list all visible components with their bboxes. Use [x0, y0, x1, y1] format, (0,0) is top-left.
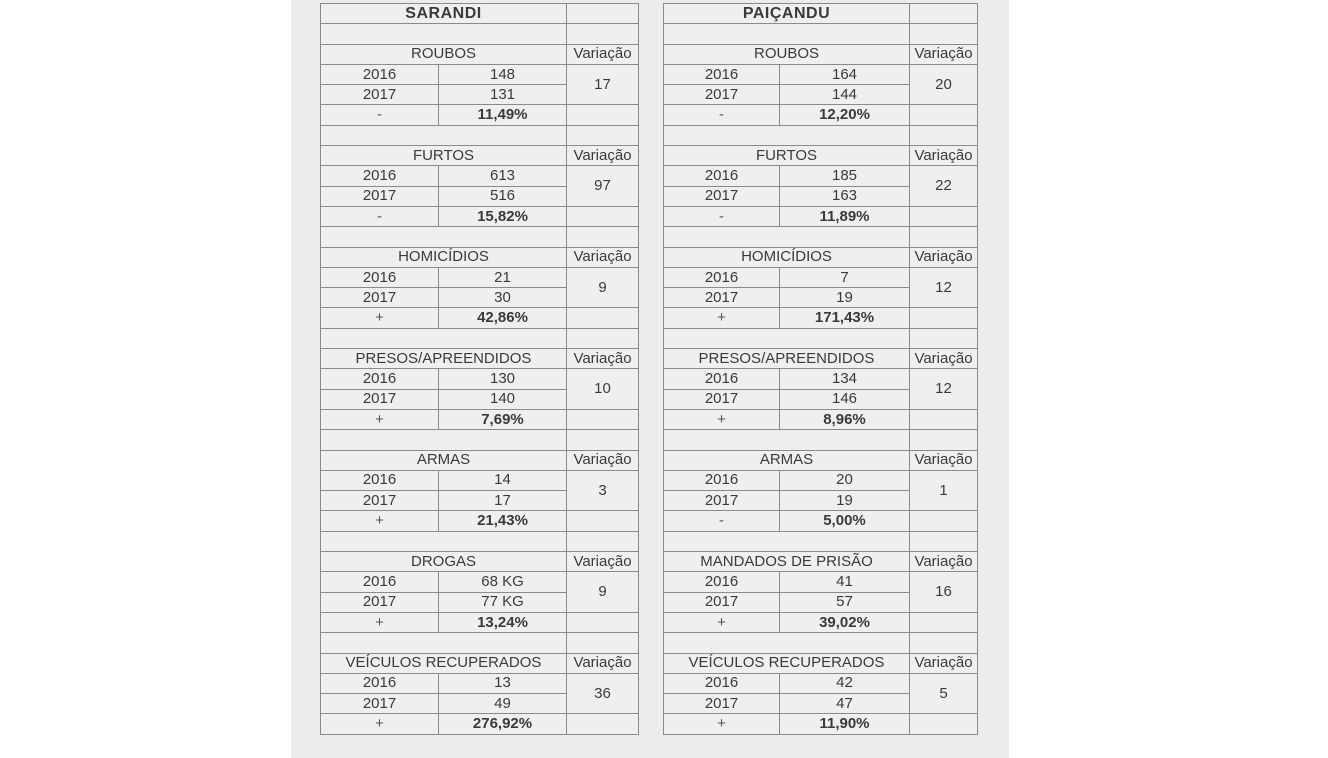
year-value: 49: [439, 694, 567, 714]
empty-cell: [321, 227, 567, 247]
variation-header: Variação: [567, 146, 639, 166]
change-sign: +: [321, 714, 439, 734]
variation-value: 17: [567, 64, 639, 105]
year-label: 2016: [321, 369, 439, 389]
variation-value: 5: [910, 673, 978, 714]
percent-row: [664, 714, 978, 734]
year-label: 2017: [321, 592, 439, 612]
year-label: 2017: [664, 592, 780, 612]
percent-change: 276,92%: [439, 714, 567, 734]
year-label: 2017: [664, 186, 780, 206]
year-2016-row: [664, 267, 978, 287]
year-2016-row: [321, 166, 639, 186]
section-label: ARMAS: [321, 450, 567, 470]
percent-change: 171,43%: [780, 308, 910, 328]
percent-change: 8,96%: [780, 409, 910, 429]
year-2016-row: [321, 64, 639, 84]
empty-cell: [567, 206, 639, 226]
empty-cell: [910, 714, 978, 734]
empty-cell: [664, 633, 910, 653]
empty-cell: [567, 531, 639, 551]
section-label: FURTOS: [321, 146, 567, 166]
paicandu-table-body: [664, 4, 978, 735]
year-label: 2016: [664, 470, 780, 490]
year-label: 2017: [321, 85, 439, 105]
variation-value: 20: [910, 64, 978, 105]
spacer-row: [321, 633, 639, 653]
variation-value: 16: [910, 572, 978, 613]
percent-row: [321, 612, 639, 632]
year-value: 131: [439, 85, 567, 105]
empty-cell: [910, 531, 978, 551]
empty-cell: [321, 531, 567, 551]
section-header-row: [664, 146, 978, 166]
empty-cell: [910, 308, 978, 328]
year-label: 2016: [321, 267, 439, 287]
percent-row: [664, 308, 978, 328]
empty-cell: [664, 24, 910, 44]
empty-cell: [664, 227, 910, 247]
title-row: [321, 4, 639, 24]
section-header-row: [321, 146, 639, 166]
section-header-row: [321, 653, 639, 673]
year-2016-row: [321, 267, 639, 287]
spacer-row: [321, 430, 639, 450]
variation-header: Variação: [910, 349, 978, 369]
variation-header: Variação: [567, 247, 639, 267]
variation-header: Variação: [910, 44, 978, 64]
empty-cell: [567, 633, 639, 653]
year-value: 13: [439, 673, 567, 693]
spacer-row: [664, 430, 978, 450]
year-label: 2017: [664, 288, 780, 308]
percent-row: [664, 409, 978, 429]
year-value: 17: [439, 491, 567, 511]
variation-value: 36: [567, 673, 639, 714]
sarandi-table: [320, 3, 639, 735]
section-header-row: [664, 552, 978, 572]
empty-cell: [567, 328, 639, 348]
change-sign: -: [321, 105, 439, 125]
spacer-row: [664, 24, 978, 44]
variation-header: Variação: [567, 349, 639, 369]
percent-row: [321, 206, 639, 226]
year-value: 130: [439, 369, 567, 389]
section-header-row: [664, 653, 978, 673]
percent-change: 39,02%: [780, 612, 910, 632]
year-2016-row: [321, 572, 639, 592]
empty-cell: [910, 206, 978, 226]
year-2016-row: [664, 572, 978, 592]
empty-cell: [664, 125, 910, 145]
section-header-row: [321, 552, 639, 572]
year-label: 2016: [321, 470, 439, 490]
year-value: 42: [780, 673, 910, 693]
empty-cell: [567, 409, 639, 429]
empty-cell: [910, 612, 978, 632]
section-label: ROUBOS: [664, 44, 910, 64]
percent-change: 11,89%: [780, 206, 910, 226]
variation-value: 3: [567, 470, 639, 511]
year-value: 516: [439, 186, 567, 206]
variation-value: 9: [567, 572, 639, 613]
empty-cell: [910, 227, 978, 247]
year-2016-row: [664, 673, 978, 693]
variation-header: Variação: [567, 653, 639, 673]
variation-value: 12: [910, 267, 978, 308]
section-label: ARMAS: [664, 450, 910, 470]
section-label: PRESOS/APREENDIDOS: [664, 349, 910, 369]
change-sign: +: [664, 308, 780, 328]
paicandu-table: [663, 3, 978, 735]
variation-value: 10: [567, 369, 639, 410]
spacer-row: [664, 633, 978, 653]
year-value: 19: [780, 491, 910, 511]
year-2016-row: [664, 369, 978, 389]
year-value: 7: [780, 267, 910, 287]
empty-cell: [321, 328, 567, 348]
change-sign: +: [321, 612, 439, 632]
year-label: 2017: [321, 491, 439, 511]
percent-row: [664, 206, 978, 226]
spacer-row: [321, 531, 639, 551]
empty-cell: [910, 24, 978, 44]
percent-change: 21,43%: [439, 511, 567, 531]
year-value: 613: [439, 166, 567, 186]
year-value: 41: [780, 572, 910, 592]
year-label: 2016: [664, 166, 780, 186]
year-value: 14: [439, 470, 567, 490]
percent-change: 7,69%: [439, 409, 567, 429]
year-2016-row: [321, 369, 639, 389]
year-label: 2017: [664, 389, 780, 409]
percent-change: 12,20%: [780, 105, 910, 125]
year-2016-row: [321, 673, 639, 693]
year-value: 146: [780, 389, 910, 409]
section-label: PRESOS/APREENDIDOS: [321, 349, 567, 369]
empty-cell: [567, 125, 639, 145]
variation-header: Variação: [567, 44, 639, 64]
year-value: 164: [780, 64, 910, 84]
empty-cell: [567, 24, 639, 44]
variation-value: 22: [910, 166, 978, 207]
empty-cell: [321, 633, 567, 653]
spacer-row: [664, 531, 978, 551]
percent-row: [321, 409, 639, 429]
empty-cell: [321, 125, 567, 145]
empty-cell: [910, 105, 978, 125]
empty-cell: [321, 24, 567, 44]
empty-cell: [910, 4, 978, 24]
variation-header: Variação: [910, 146, 978, 166]
year-value: 163: [780, 186, 910, 206]
spacer-row: [664, 125, 978, 145]
year-label: 2017: [664, 491, 780, 511]
percent-row: [321, 308, 639, 328]
empty-cell: [567, 714, 639, 734]
section-label: VEÍCULOS RECUPERADOS: [664, 653, 910, 673]
year-label: 2016: [664, 673, 780, 693]
percent-row: [664, 105, 978, 125]
section-header-row: [321, 247, 639, 267]
change-sign: -: [664, 105, 780, 125]
section-header-row: [664, 247, 978, 267]
section-header-row: [664, 44, 978, 64]
percent-row: [664, 511, 978, 531]
section-header-row: [321, 450, 639, 470]
percent-change: 42,86%: [439, 308, 567, 328]
empty-cell: [664, 430, 910, 450]
variation-value: 97: [567, 166, 639, 207]
percent-row: [321, 511, 639, 531]
spacer-row: [321, 125, 639, 145]
city-title: SARANDI: [321, 4, 567, 24]
year-2016-row: [321, 470, 639, 490]
spacer-row: [664, 328, 978, 348]
empty-cell: [567, 308, 639, 328]
empty-cell: [567, 105, 639, 125]
change-sign: +: [321, 308, 439, 328]
spacer-row: [321, 24, 639, 44]
year-label: 2017: [321, 694, 439, 714]
variation-header: Variação: [567, 450, 639, 470]
percent-change: 11,49%: [439, 105, 567, 125]
change-sign: -: [664, 206, 780, 226]
year-value: 21: [439, 267, 567, 287]
percent-row: [321, 714, 639, 734]
empty-cell: [321, 430, 567, 450]
change-sign: +: [664, 409, 780, 429]
year-value: 30: [439, 288, 567, 308]
empty-cell: [567, 511, 639, 531]
change-sign: -: [321, 206, 439, 226]
year-value: 185: [780, 166, 910, 186]
title-row: [664, 4, 978, 24]
empty-cell: [567, 430, 639, 450]
section-label: FURTOS: [664, 146, 910, 166]
change-sign: +: [321, 511, 439, 531]
change-sign: +: [664, 612, 780, 632]
change-sign: +: [664, 714, 780, 734]
variation-header: Variação: [567, 552, 639, 572]
variation-value: 1: [910, 470, 978, 511]
empty-cell: [910, 633, 978, 653]
city-title: PAIÇANDU: [664, 4, 910, 24]
year-value: 134: [780, 369, 910, 389]
percent-change: 11,90%: [780, 714, 910, 734]
year-label: 2016: [321, 166, 439, 186]
section-header-row: [321, 44, 639, 64]
percent-row: [664, 612, 978, 632]
percent-row: [321, 105, 639, 125]
year-value: 144: [780, 85, 910, 105]
year-2016-row: [664, 470, 978, 490]
variation-header: Variação: [910, 247, 978, 267]
year-value: 47: [780, 694, 910, 714]
empty-cell: [910, 511, 978, 531]
variation-header: Variação: [910, 552, 978, 572]
empty-cell: [910, 328, 978, 348]
change-sign: -: [664, 511, 780, 531]
empty-cell: [664, 328, 910, 348]
empty-cell: [567, 4, 639, 24]
year-label: 2017: [321, 389, 439, 409]
section-label: ROUBOS: [321, 44, 567, 64]
year-label: 2016: [664, 267, 780, 287]
sarandi-table-body: [321, 4, 639, 735]
variation-value: 9: [567, 267, 639, 308]
section-label: HOMICÍDIOS: [664, 247, 910, 267]
spacer-row: [321, 328, 639, 348]
percent-change: 15,82%: [439, 206, 567, 226]
percent-change: 13,24%: [439, 612, 567, 632]
spacer-row: [664, 227, 978, 247]
section-header-row: [664, 349, 978, 369]
year-value: 20: [780, 470, 910, 490]
percent-change: 5,00%: [780, 511, 910, 531]
year-value: 140: [439, 389, 567, 409]
year-value: 57: [780, 592, 910, 612]
year-label: 2017: [321, 288, 439, 308]
section-label: DROGAS: [321, 552, 567, 572]
year-label: 2017: [664, 694, 780, 714]
year-label: 2016: [321, 572, 439, 592]
year-label: 2017: [664, 85, 780, 105]
empty-cell: [910, 409, 978, 429]
section-label: MANDADOS DE PRISÃO: [664, 552, 910, 572]
section-label: HOMICÍDIOS: [321, 247, 567, 267]
year-value: 19: [780, 288, 910, 308]
year-label: 2016: [664, 369, 780, 389]
section-label: VEÍCULOS RECUPERADOS: [321, 653, 567, 673]
year-value: 68 KG: [439, 572, 567, 592]
variation-header: Variação: [910, 450, 978, 470]
empty-cell: [910, 125, 978, 145]
year-2016-row: [664, 166, 978, 186]
change-sign: +: [321, 409, 439, 429]
year-label: 2016: [664, 64, 780, 84]
section-header-row: [321, 349, 639, 369]
section-header-row: [664, 450, 978, 470]
year-label: 2016: [321, 64, 439, 84]
year-label: 2016: [321, 673, 439, 693]
year-value: 148: [439, 64, 567, 84]
year-label: 2017: [321, 186, 439, 206]
year-value: 77 KG: [439, 592, 567, 612]
year-label: 2016: [664, 572, 780, 592]
variation-header: Variação: [910, 653, 978, 673]
empty-cell: [664, 531, 910, 551]
variation-value: 12: [910, 369, 978, 410]
empty-cell: [567, 227, 639, 247]
empty-cell: [567, 612, 639, 632]
empty-cell: [910, 430, 978, 450]
year-2016-row: [664, 64, 978, 84]
spacer-row: [321, 227, 639, 247]
